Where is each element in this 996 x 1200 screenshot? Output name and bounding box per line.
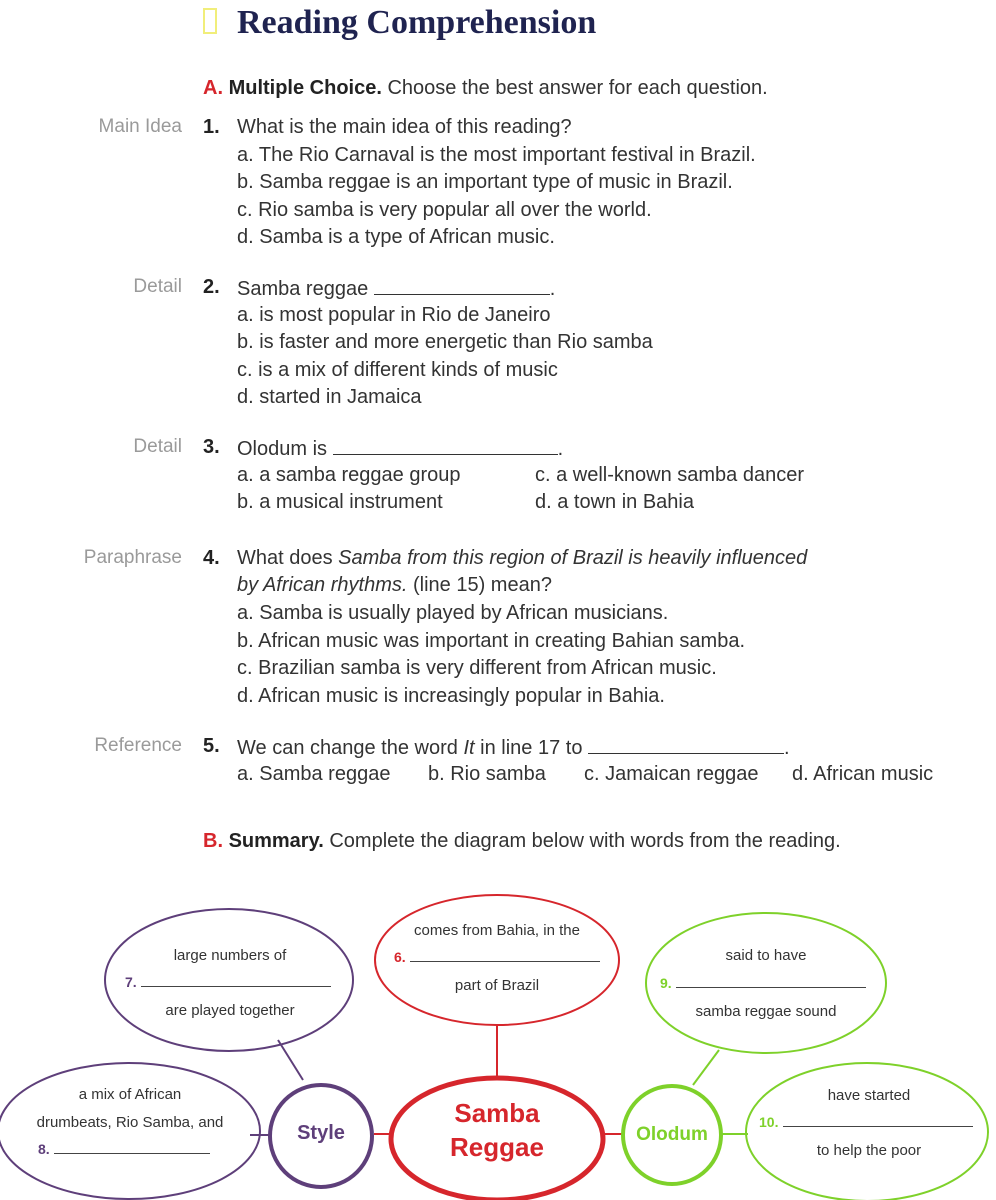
section-b-letter: B. — [203, 830, 223, 852]
q5-stem-pre: We can change the word — [237, 737, 458, 759]
q4-stem-line-2 — [237, 574, 552, 597]
e8-number: 8. — [38, 1141, 50, 1157]
q2-option-a[interactable]: a. is most popular in Rio de Janeiro — [237, 304, 551, 326]
q4-stem-line-1 — [237, 547, 807, 570]
q2-period: . — [549, 278, 556, 300]
e6-line2: part of Brazil — [454, 977, 540, 994]
section-a-heading — [203, 77, 768, 100]
q4-stem-quote-1: Samba from this region of Brazil is heavily influenced — [338, 547, 808, 569]
section-b-title: Summary. — [228, 830, 324, 852]
q2-category: Detail — [133, 276, 182, 297]
ellipse-10 — [746, 1063, 988, 1200]
e9-number: 9. — [660, 975, 672, 991]
e6-line1: comes from Bahia, in the — [414, 922, 580, 939]
e7-line1: large numbers of — [173, 947, 287, 964]
e9-blank-row — [660, 975, 866, 992]
center-hub-line2: Reggae — [450, 1132, 544, 1162]
section-b-instruction: Complete the diagram below with words from the reading. — [329, 830, 841, 852]
q5-option-b[interactable]: b. Rio samba — [428, 763, 546, 785]
q3-number: 3. — [203, 436, 220, 458]
q5-number: 5. — [203, 735, 220, 757]
q5-option-d[interactable]: d. African music — [792, 763, 934, 785]
e8-answer-blank[interactable] — [54, 1141, 210, 1154]
e9-line1: said to have — [725, 947, 807, 964]
e10-blank-row — [759, 1114, 973, 1131]
e7-answer-blank[interactable] — [141, 974, 331, 987]
q1-option-d[interactable]: d. Samba is a type of African music. — [237, 226, 555, 248]
e6-answer-blank[interactable] — [410, 949, 600, 962]
q3-category: Detail — [133, 436, 182, 457]
q2-option-c[interactable]: c. is a mix of different kinds of music — [237, 359, 558, 381]
ellipse-8 — [0, 1063, 260, 1199]
e10-number: 10. — [759, 1114, 779, 1130]
q3-stem-line — [237, 436, 563, 461]
q1-number: 1. — [203, 116, 220, 138]
q5-stem-line — [237, 735, 790, 760]
e7-line2: are played together — [165, 1002, 295, 1019]
q2-option-d[interactable]: d. started in Jamaica — [237, 386, 422, 408]
q3-option-c[interactable]: c. a well-known samba dancer — [535, 464, 805, 486]
q5-stem-word: It — [463, 737, 475, 759]
q4-option-c[interactable]: c. Brazilian samba is very different from African music. — [237, 657, 717, 679]
style-hub-label: Style — [297, 1122, 345, 1144]
e9-line2: samba reggae sound — [695, 1003, 837, 1020]
page-title: Reading Comprehension — [237, 4, 597, 41]
e7-blank-row — [125, 974, 331, 991]
q1-category: Main Idea — [98, 116, 182, 137]
e6-blank-row — [394, 949, 600, 966]
section-a-title: Multiple Choice. — [228, 77, 382, 99]
connector-7-style — [278, 1040, 303, 1080]
q5-period: . — [784, 737, 790, 759]
section-a-instruction: Choose the best answer for each question. — [387, 77, 768, 99]
q3-option-d[interactable]: d. a town in Bahia — [535, 491, 694, 513]
q5-stem-post: in line 17 to — [480, 737, 583, 759]
q3-period: . — [557, 438, 564, 460]
e8-line1: a mix of African — [78, 1086, 182, 1103]
q4-option-b[interactable]: b. African music was important in creating Bahian samba. — [237, 630, 746, 652]
q5-answer-blank[interactable] — [588, 735, 784, 754]
q3-option-b[interactable]: b. a musical instrument — [237, 491, 443, 513]
q1-option-a[interactable]: a. The Rio Carnaval is the most important festival in Brazil. — [237, 144, 756, 166]
q4-option-d[interactable]: d. African music is increasingly popular in Bahia. — [237, 685, 665, 707]
q2-number: 2. — [203, 276, 220, 298]
e9-answer-blank[interactable] — [676, 975, 866, 988]
section-b-heading — [203, 830, 841, 853]
q3-option-a[interactable]: a. a samba reggae group — [237, 464, 461, 486]
e10-answer-blank[interactable] — [783, 1114, 973, 1127]
q3-answer-blank[interactable] — [333, 436, 558, 455]
q1-option-c[interactable]: c. Rio samba is very popular all over the world. — [237, 199, 652, 221]
e8-blank-row — [38, 1141, 210, 1158]
q5-category: Reference — [94, 735, 182, 756]
q3-stem: Olodum is — [237, 438, 328, 460]
q2-stem-line — [237, 276, 555, 301]
connector-9-olodum — [693, 1050, 719, 1085]
q4-option-a[interactable]: a. Samba is usually played by African musicians. — [237, 602, 669, 624]
q2-stem: Samba reggae — [237, 278, 369, 300]
q4-number: 4. — [203, 547, 220, 569]
q4-category: Paraphrase — [83, 547, 182, 568]
section-a-letter: A. — [203, 77, 223, 99]
q4-stem-post: (line 15) mean? — [412, 574, 552, 596]
center-hub-line1: Samba — [454, 1098, 540, 1128]
q4-stem-pre: What does — [237, 547, 333, 569]
q5-option-c[interactable]: c. Jamaican reggae — [584, 763, 759, 785]
olodum-hub-label: Olodum — [636, 1124, 708, 1145]
e6-number: 6. — [394, 949, 406, 965]
q4-stem-quote-2: by African rhythms. — [237, 574, 408, 596]
e8-line2: drumbeats, Rio Samba, and — [36, 1114, 224, 1131]
title-marker-box — [203, 8, 217, 34]
e7-number: 7. — [125, 974, 137, 990]
q2-option-b[interactable]: b. is faster and more energetic than Rio samba — [237, 331, 653, 353]
q5-option-a[interactable]: a. Samba reggae — [237, 763, 391, 785]
q1-stem: What is the main idea of this reading? — [237, 116, 572, 138]
e10-line1: have started — [827, 1087, 911, 1104]
q2-answer-blank[interactable] — [374, 276, 550, 295]
q1-option-b[interactable]: b. Samba reggae is an important type of music in Brazil. — [237, 171, 733, 193]
e10-line2: to help the poor — [816, 1142, 922, 1159]
